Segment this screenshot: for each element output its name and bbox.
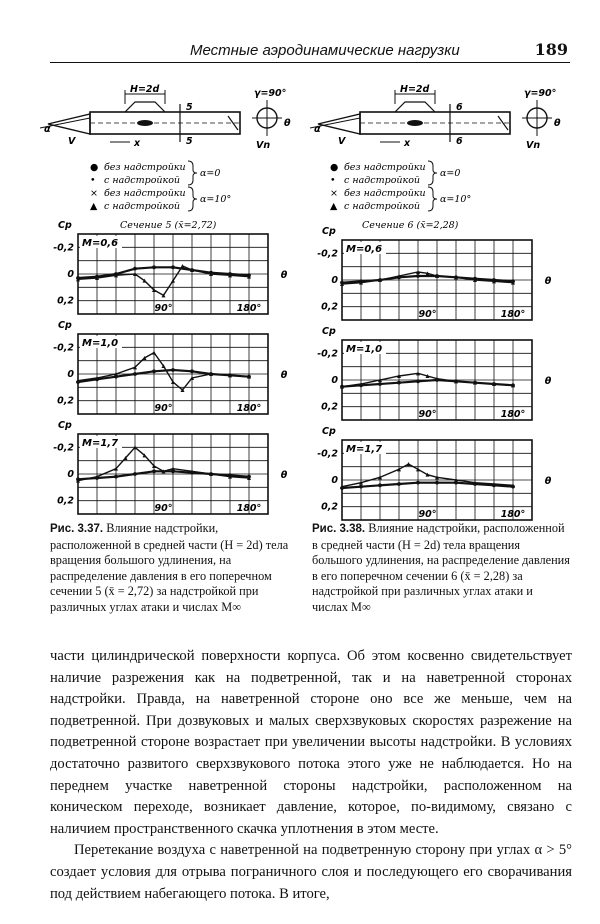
data-point bbox=[133, 472, 137, 476]
superstructure bbox=[395, 102, 435, 112]
nose-cone bbox=[48, 114, 90, 134]
data-point bbox=[359, 485, 363, 489]
y-tick-label: -0,2 bbox=[317, 448, 338, 460]
data-point bbox=[190, 369, 194, 373]
legend bbox=[330, 161, 471, 212]
running-title: Местные аэродинамические нагрузки bbox=[190, 42, 460, 59]
legend-marker: × bbox=[330, 188, 338, 199]
x-tick-label: 180° bbox=[500, 509, 526, 520]
vn-label: Vn bbox=[256, 140, 271, 151]
legend-group-label: α=10° bbox=[200, 194, 232, 205]
mach-label: M=1,0 bbox=[82, 338, 119, 349]
alpha-label: α bbox=[314, 124, 321, 135]
data-point bbox=[152, 469, 156, 473]
y-tick-label: 0 bbox=[331, 475, 338, 486]
x-tick-label: 90° bbox=[154, 403, 173, 414]
y-tick-label: 0 bbox=[67, 469, 74, 480]
superstructure bbox=[125, 102, 165, 112]
vn-label: Vn bbox=[526, 140, 541, 151]
x-tick-label: 90° bbox=[154, 303, 173, 314]
page-number: 189 bbox=[534, 40, 568, 59]
y-axis-label: Cp bbox=[58, 220, 72, 231]
mach-label: M=0,6 bbox=[346, 244, 383, 255]
pressure-panel bbox=[53, 420, 288, 514]
figure-3-37 bbox=[30, 82, 300, 522]
data-point bbox=[397, 381, 401, 385]
data-point bbox=[152, 351, 156, 355]
mach-label: M=1,7 bbox=[82, 438, 119, 449]
x-tick-label: 180° bbox=[500, 409, 526, 420]
nose-cone bbox=[318, 114, 360, 134]
figure-svg bbox=[300, 82, 570, 522]
data-point bbox=[378, 382, 382, 386]
y-tick-label: -0,2 bbox=[317, 348, 338, 360]
caption-3-38 bbox=[312, 521, 570, 615]
y-tick-label: 0,2 bbox=[321, 301, 338, 313]
legend-brace bbox=[188, 161, 197, 185]
figure-svg bbox=[30, 82, 300, 522]
section-number: 5 bbox=[186, 102, 193, 113]
dimension-label: H=2d bbox=[400, 84, 430, 95]
theta-label: θ bbox=[284, 118, 291, 129]
y-tick-label: 0,2 bbox=[321, 401, 338, 413]
legend-brace bbox=[428, 187, 437, 211]
legend-marker: • bbox=[90, 175, 96, 186]
x-label: x bbox=[404, 138, 411, 149]
y-axis-label: Cp bbox=[322, 226, 336, 237]
x-tick-label: 90° bbox=[418, 309, 437, 320]
x-tick-label: 90° bbox=[418, 509, 437, 520]
caption-head: Рис. 3.38. bbox=[312, 523, 366, 535]
data-point bbox=[133, 267, 137, 271]
y-tick-label: 0 bbox=[331, 375, 338, 386]
y-axis-label: Cp bbox=[322, 426, 336, 437]
y-tick-label: 0,2 bbox=[57, 295, 74, 307]
y-tick-label: 0,2 bbox=[57, 395, 74, 407]
pressure-panel bbox=[53, 220, 288, 314]
x-tick-label: 180° bbox=[236, 403, 262, 414]
y-tick-label: -0,2 bbox=[53, 442, 74, 454]
y-tick-label: 0 bbox=[67, 269, 74, 280]
legend-marker: ● bbox=[330, 162, 339, 173]
x-tick-label: 180° bbox=[500, 309, 526, 320]
section-number: 6 bbox=[456, 136, 463, 147]
pressure-panel bbox=[317, 426, 552, 520]
data-point bbox=[416, 379, 420, 383]
y-axis-label: Cp bbox=[322, 326, 336, 337]
legend-brace bbox=[188, 187, 197, 211]
mach-label: M=0,6 bbox=[82, 238, 119, 249]
legend-item: с надстройкой bbox=[104, 175, 181, 186]
body-text bbox=[50, 646, 572, 905]
legend-item: с надстройкой bbox=[104, 201, 181, 212]
x-tick-label: 90° bbox=[154, 503, 173, 514]
x-tick-label: 90° bbox=[418, 409, 437, 420]
legend-item: с надстройкой bbox=[344, 201, 421, 212]
y-tick-label: 0,2 bbox=[57, 495, 74, 507]
y-tick-label: -0,2 bbox=[53, 342, 74, 354]
x-axis-end-label: θ bbox=[280, 270, 288, 281]
body-sketch bbox=[40, 84, 291, 151]
legend-group-label: α=0 bbox=[440, 168, 461, 179]
paragraph: Перетекание воздуха с наветренной на подветренную сторону при углах α > 5° создает условия для отрыва пограничного слоя и последующего его сворачивания под действием набегающего потока. В итоге, bbox=[50, 842, 572, 902]
body-sketch bbox=[310, 84, 561, 151]
legend-item: без надстройки bbox=[104, 162, 186, 173]
data-point bbox=[378, 483, 382, 487]
section-title: Сечение 5 (x̄=2,72) bbox=[120, 220, 217, 231]
data-point bbox=[152, 265, 156, 269]
data-point bbox=[171, 265, 175, 269]
gamma-label: γ=90° bbox=[524, 88, 557, 99]
legend-marker: × bbox=[90, 188, 98, 199]
caption-3-37 bbox=[50, 521, 290, 615]
superstructure-dot bbox=[137, 120, 153, 126]
legend-item: без надстройки bbox=[344, 188, 426, 199]
legend-item: с надстройкой bbox=[344, 175, 421, 186]
x-axis-end-label: θ bbox=[544, 276, 552, 287]
velocity-label: V bbox=[338, 136, 346, 147]
pressure-panel bbox=[317, 326, 552, 420]
data-point bbox=[416, 274, 420, 278]
superstructure-dot bbox=[407, 120, 423, 126]
dimension-label: H=2d bbox=[130, 84, 160, 95]
legend-marker: ● bbox=[90, 162, 99, 173]
series-line bbox=[78, 447, 249, 480]
y-tick-label: 0,2 bbox=[321, 501, 338, 513]
x-axis-end-label: θ bbox=[544, 476, 552, 487]
y-tick-label: 0 bbox=[331, 275, 338, 286]
section-number: 5 bbox=[186, 136, 193, 147]
y-tick-label: 0 bbox=[67, 369, 74, 380]
legend-marker: ▲ bbox=[330, 201, 338, 212]
caption-text: Влияние надстройки, расположенной в средней части (H = 2d) тела вращения большого удлинения, на распределение давления в его поперечном сечении 6 (x̄ = 2,28) за надстройкой при различных углах атаки и числах M∞ bbox=[312, 521, 570, 614]
mach-label: M=1,7 bbox=[346, 444, 383, 455]
data-point bbox=[416, 481, 420, 485]
legend-group-label: α=0 bbox=[200, 168, 221, 179]
data-point bbox=[114, 475, 118, 479]
series-line bbox=[78, 266, 249, 295]
legend-item: без надстройки bbox=[104, 188, 186, 199]
x-tick-label: 180° bbox=[236, 503, 262, 514]
legend bbox=[90, 161, 231, 212]
figure-3-38 bbox=[300, 82, 570, 522]
data-point bbox=[435, 481, 439, 485]
data-point bbox=[397, 482, 401, 486]
running-header bbox=[50, 40, 570, 63]
legend-brace bbox=[428, 161, 437, 185]
x-axis-end-label: θ bbox=[280, 470, 288, 481]
theta-label: θ bbox=[554, 118, 561, 129]
x-label: x bbox=[134, 138, 141, 149]
data-point bbox=[133, 372, 137, 376]
caption-text: Влияние надстройки, расположенной в средней части (H = 2d) тела вращения большого удлинения, на распределение давления в его поперечном сечении 5 (x̄ = 2,72) за надстройкой при различных углах атаки и числах M∞ bbox=[50, 521, 289, 614]
legend-group-label: α=10° bbox=[440, 194, 472, 205]
y-tick-label: -0,2 bbox=[53, 242, 74, 254]
y-axis-label: Cp bbox=[58, 320, 72, 331]
caption-head: Рис. 3.37. bbox=[50, 523, 104, 535]
gamma-label: γ=90° bbox=[254, 88, 287, 99]
x-axis-end-label: θ bbox=[280, 370, 288, 381]
legend-marker: • bbox=[330, 175, 336, 186]
section-title: Сечение 6 (x̄=2,28) bbox=[362, 220, 459, 231]
alpha-label: α bbox=[44, 124, 51, 135]
y-tick-label: -0,2 bbox=[317, 248, 338, 260]
legend-marker: ▲ bbox=[90, 201, 98, 212]
pressure-panel bbox=[317, 226, 552, 320]
legend-item: без надстройки bbox=[344, 162, 426, 173]
y-axis-label: Cp bbox=[58, 420, 72, 431]
data-point bbox=[171, 368, 175, 372]
velocity-label: V bbox=[68, 136, 76, 147]
x-tick-label: 180° bbox=[236, 303, 262, 314]
pressure-panel bbox=[53, 320, 288, 414]
section-number: 6 bbox=[456, 102, 463, 113]
mach-label: M=1,0 bbox=[346, 344, 383, 355]
x-axis-end-label: θ bbox=[544, 376, 552, 387]
paragraph: части цилиндрической поверхности корпуса. Об этом косвенно свидетельствует наличие разрежения как на подветренной, так и на наветренной сторонах надстройки. Правда, на наветренной стороне оно все же меньше, чем на подветренной. При дозвуковых и малых сверхзвуковых скоростях разрежение на подветренной стороне возрастает при увеличении высоты надстройки. В условиях достаточно развитого сверхзвукового потока этого уже не наблюдается. Но на переднем участке наветренной стороны надстройки, расположенном на коническом переходе, возникает давление, которое, по-видимому, связано с наличием пространственного скачка уплотнения в этом месте. bbox=[50, 648, 572, 837]
data-point bbox=[152, 369, 156, 373]
